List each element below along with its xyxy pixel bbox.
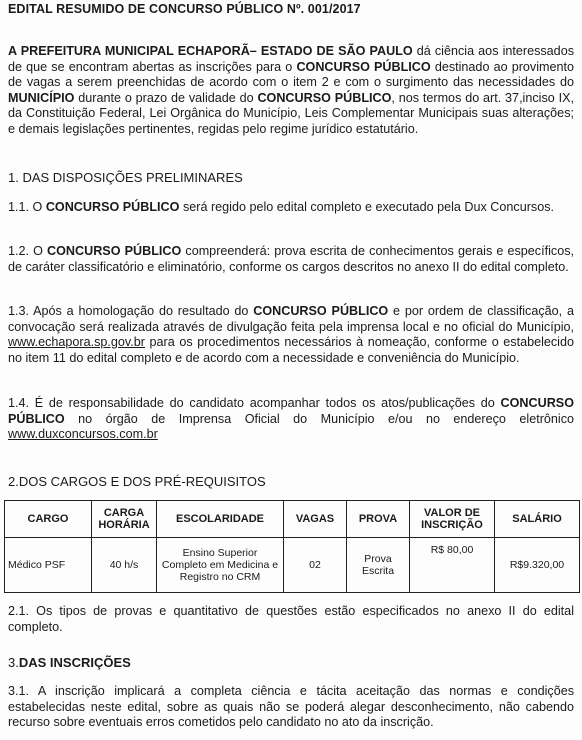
col-header-valor: VALOR DE INSCRIÇÃO (410, 501, 495, 538)
paragraph-1-1: 1.1. O CONCURSO PÚBLICO será regido pelo edital completo e executado pela Dux Concursos. (8, 200, 554, 214)
cell-escolaridade: Ensino Superior Completo em Medicina e Registro no CRM (157, 538, 284, 593)
section-2-heading: 2.DOS CARGOS E DOS PRÉ-REQUISITOS (8, 474, 266, 489)
section-3-heading: 3.DAS INSCRIÇÕES (8, 655, 131, 670)
cell-vagas: 02 (284, 538, 347, 593)
col-header-vagas: VAGAS (284, 501, 347, 538)
table-row (5, 538, 580, 593)
cell-carga: 40 h/s (92, 538, 157, 593)
cell-valor: R$ 80,00 (410, 538, 495, 593)
paragraph-3-1: 3.1. A inscrição implicará a completa ciência e tácita aceitação das normas e condições estabelecidas neste edital, sobre as quais não se poderá alegar desconhecimento, não cabendo recurso sobre eventuais erros cometidos pelo candidato no ato da inscrição. (8, 684, 574, 730)
paragraph-1-4: 1.4. É de responsabilidade do candidato acompanhar todos os atos/publicações do CONCURSO PÚBLICO no órgão de Imprensa Oficial do Município e/ou no endereço eletrônico www.duxconcursos.com.br (8, 396, 574, 442)
table-header-row (5, 501, 580, 538)
cell-cargo: Médico PSF (5, 538, 92, 593)
section-1-heading: 1. DAS DISPOSIÇÕES PRELIMINARES (8, 170, 243, 185)
cargos-table (4, 500, 580, 593)
paragraph-2-1: 2.1. Os tipos de provas e quantitativo de questões estão especificados no anexo II do edital completo. (8, 604, 574, 634)
document-title: EDITAL RESUMIDO DE CONCURSO PÚBLICO Nº. 001/2017 (8, 2, 361, 16)
col-header-salario: SALÁRIO (495, 501, 580, 538)
col-header-cargo: CARGO (5, 501, 92, 538)
col-header-carga: CARGA HORÁRIA (92, 501, 157, 538)
col-header-prova: PROVA (347, 501, 410, 538)
cell-salario: R$9.320,00 (495, 538, 580, 593)
intro-paragraph: A PREFEITURA MUNICIPAL ECHAPORÃ– ESTADO DE SÃO PAULO dá ciência aos interessados de que se encontram abertas as inscrições para o CONCURSO PÚBLICO destinado ao provimento de vagas a serem preenchidas de acordo com o item 2 e com o surgimento das necessidades do MUNICÍPIO durante o prazo de validade do CONCURSO PÚBLICO, nos termos do art. 37,inciso IX, da Constituição Federal, Lei Orgânica do Município, Leis Complementar Municipais suas alterações; e demais legislações pertinentes, regidas pelo regime jurídico estatutário. (8, 44, 574, 136)
entity-name: A PREFEITURA MUNICIPAL ECHAPORÃ– ESTADO DE SÃO PAULO (8, 44, 413, 58)
col-header-escolaridade: ESCOLARIDADE (157, 501, 284, 538)
paragraph-1-3: 1.3. Após a homologação do resultado do CONCURSO PÚBLICO e por ordem de classificação, a convocação será realizada através de divulgação feita pela imprensa local e no oficial do Município, www.echapora.sp.gov.br para os procedimentos necessários à nomeação, conforme o estabelecido no item 11 do edital completo e de acordo com a necessidade e conveniência do Município. (8, 304, 574, 365)
paragraph-1-2: 1.2. O CONCURSO PÚBLICO compreenderá: prova escrita de conhecimentos gerais e específicos, de caráter classificatório e eliminatório, conforme os cargos descritos no anexo II do edital completo. (8, 244, 574, 274)
duxconcursos-link[interactable]: www.duxconcursos.com.br (8, 427, 158, 442)
cell-prova: Prova Escrita (347, 538, 410, 593)
echapora-link[interactable]: www.echapora.sp.gov.br (8, 335, 145, 350)
